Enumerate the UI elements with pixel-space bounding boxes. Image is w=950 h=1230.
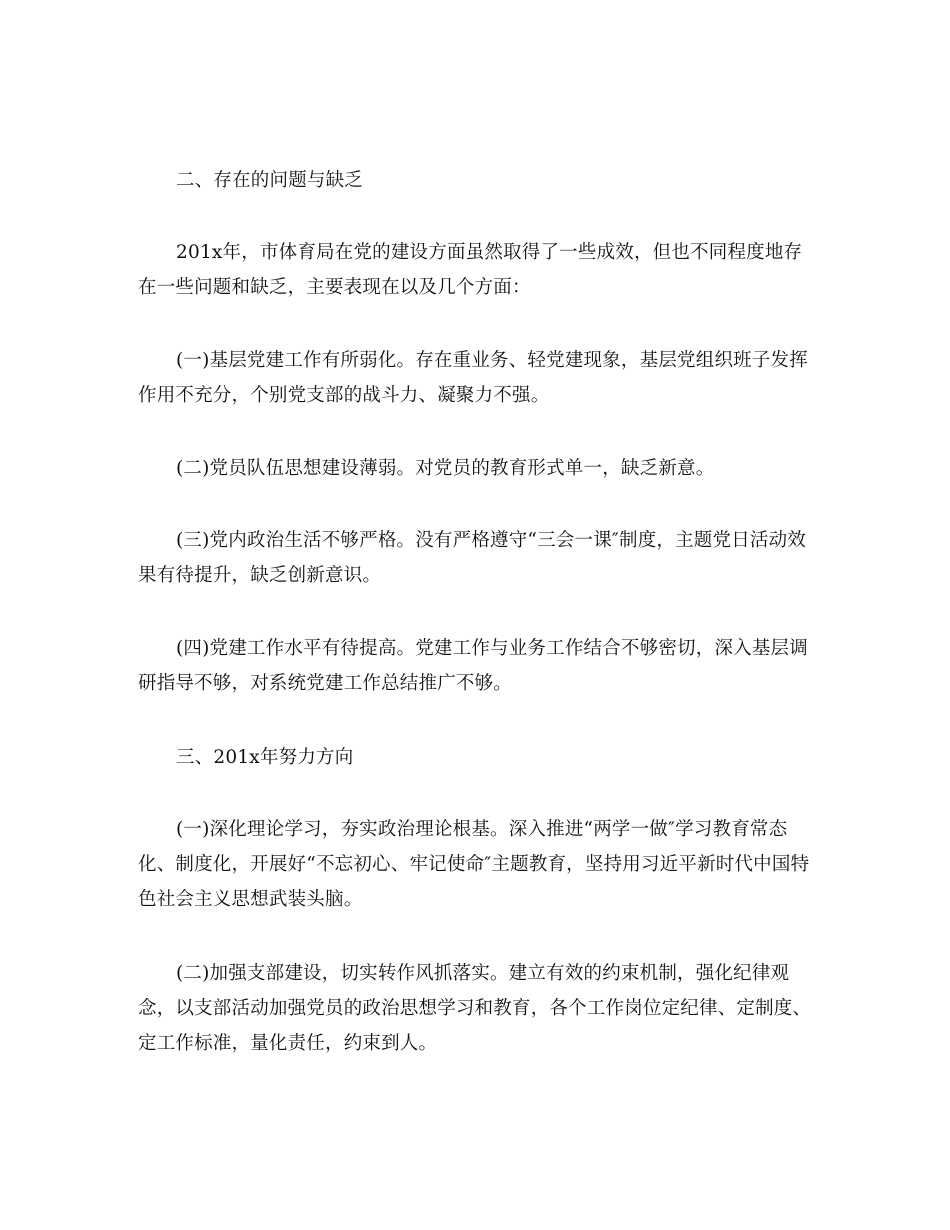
- section-heading-direction: 三、201x年努力方向: [176, 747, 354, 768]
- section-heading-problems: 二、存在的问题与缺乏: [176, 170, 364, 191]
- paragraph-problem-3: (三)党内政治生活不够严格。没有严格遵守“三会一课″制度，主题党日活动效果有待提升，缺乏创新意识。: [138, 530, 807, 586]
- paragraph-direction-2: (二)加强支部建设，切实转作风抓落实。建立有效的约束机制，强化纪律观念，以支部活动加强党员的政治思想学习和教育，各个工作岗位定纪律、定制度、定工作标准，量化责任，约束到人。: [138, 963, 812, 1054]
- paragraph-problem-4: (四)党建工作水平有待提高。党建工作与业务工作结合不够密切，深入基层调研指导不够，对系统党建工作总结推广不够。: [138, 638, 808, 694]
- paragraph-intro: 201x年，市体育局在党的建设方面虽然取得了一些成效，但也不同程度地存在一些问题和缺乏，主要表现在以及几个方面：: [138, 242, 803, 298]
- paragraph-problem-1: (一)基层党建工作有所弱化。存在重业务、轻党建现象，基层党组织班子发挥作用不充分，个别党支部的战斗力、凝聚力不强。: [138, 350, 808, 406]
- paragraph-direction-1: (一)深化理论学习，夯实政治理论根基。深入推进“两学一做″学习教育常态化、制度化，开展好“不忘初心、牢记使命″主题教育，坚持用习近平新时代中国特色社会主义思想武装头脑。: [138, 819, 810, 910]
- paragraph-problem-2: (二)党员队伍思想建设薄弱。对党员的教育形式单一，缺乏新意。: [176, 458, 715, 479]
